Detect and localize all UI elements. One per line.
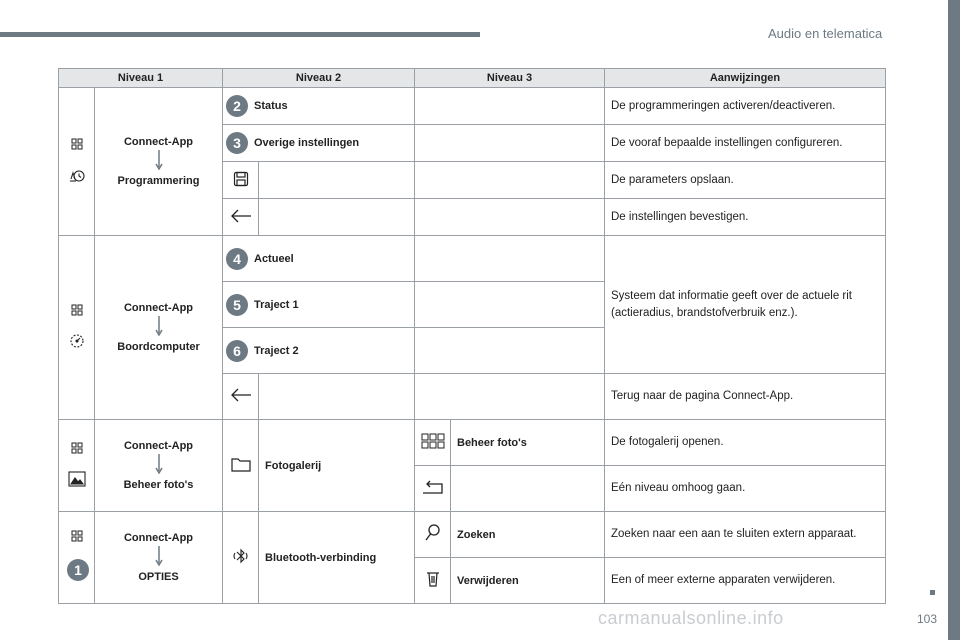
level1-label: Connect-App [123, 302, 194, 314]
note-text: Een of meer externe apparaten verwijderen. [605, 558, 886, 604]
grid-icon [71, 530, 83, 545]
note-text: Terug naar de pagina Connect-App. [605, 374, 886, 420]
level1-sublabel: OPTIES [138, 571, 179, 583]
search-icon [425, 524, 441, 545]
watermark: carmanualsonline.info [598, 608, 784, 628]
grid-icon [71, 304, 83, 319]
table-row [59, 420, 886, 466]
column-header: Niveau 2 [223, 69, 415, 88]
table-row [59, 236, 886, 282]
save-icon [233, 171, 249, 190]
page-number: 103 [917, 612, 938, 626]
level2-label: Fotogalerij [259, 420, 415, 512]
level1-label: Connect-App [123, 532, 194, 544]
column-header: Aanwijzingen [605, 69, 886, 88]
level1-label: Connect-App [123, 136, 194, 148]
level2-label: Traject 2 [254, 344, 299, 357]
level1-sublabel: Programmering [117, 175, 200, 187]
arrow-down-icon [155, 546, 163, 569]
note-text: Systeem dat informatie geeft over de actuele rit (actieradius, brandstofverbruik enz.). [605, 236, 886, 374]
back-arrow-icon [230, 209, 252, 226]
callout-badge: 3 [226, 132, 248, 154]
level1-label: Connect-App [123, 440, 194, 452]
level2-label: Overige instellingen [254, 137, 360, 149]
page-edge-strip [948, 0, 960, 640]
menu-table [58, 68, 886, 604]
column-header: Niveau 3 [415, 69, 605, 88]
level-up-icon [422, 480, 444, 497]
level3-label: Beheer foto's [451, 420, 605, 466]
note-text: De programmeringen activeren/deactiveren. [605, 88, 886, 125]
note-text: Eén niveau omhoog gaan. [605, 466, 886, 512]
level3-label: Zoeken [451, 512, 605, 558]
note-text: De parameters opslaan. [605, 162, 886, 199]
back-arrow-icon [230, 388, 252, 405]
level2-label: Actueel [254, 252, 294, 265]
callout-badge: 1 [67, 559, 89, 581]
continuation-marker [930, 590, 935, 595]
header-bar [0, 32, 480, 37]
table-row [59, 512, 886, 558]
timer-program-icon [68, 167, 86, 186]
level2-label: Status [254, 100, 288, 112]
level2-label: Traject 1 [254, 298, 299, 311]
grid-icon [71, 138, 83, 153]
callout-badge: 6 [226, 340, 248, 362]
callout-badge: 4 [226, 248, 248, 270]
level1-sublabel: Boordcomputer [117, 341, 200, 353]
thumbnail-grid-icon [421, 433, 445, 452]
folder-icon [231, 456, 251, 475]
level3-label: Verwijderen [451, 558, 605, 604]
level1-sublabel: Beheer foto's [123, 479, 194, 491]
level2-label: Bluetooth-verbinding [259, 512, 415, 604]
column-header: Niveau 1 [59, 69, 223, 88]
grid-icon [71, 442, 83, 457]
callout-badge: 2 [226, 95, 248, 117]
photo-icon [68, 471, 86, 490]
note-text: Zoeken naar een aan te sluiten extern apparaat. [605, 512, 886, 558]
trash-icon [426, 570, 440, 591]
arrow-down-icon [155, 316, 163, 339]
arrow-down-icon [155, 150, 163, 173]
arrow-down-icon [155, 454, 163, 477]
table-header-row [59, 69, 886, 88]
bluetooth-icon [232, 547, 250, 568]
note-text: De fotogalerij openen. [605, 420, 886, 466]
section-title: Audio en telematica [768, 26, 883, 41]
note-text: De instellingen bevestigen. [605, 199, 886, 236]
note-text: De vooraf bepaalde instellingen configureren. [605, 125, 886, 162]
gauge-icon [69, 333, 85, 352]
table-row [59, 88, 886, 125]
callout-badge: 5 [226, 294, 248, 316]
